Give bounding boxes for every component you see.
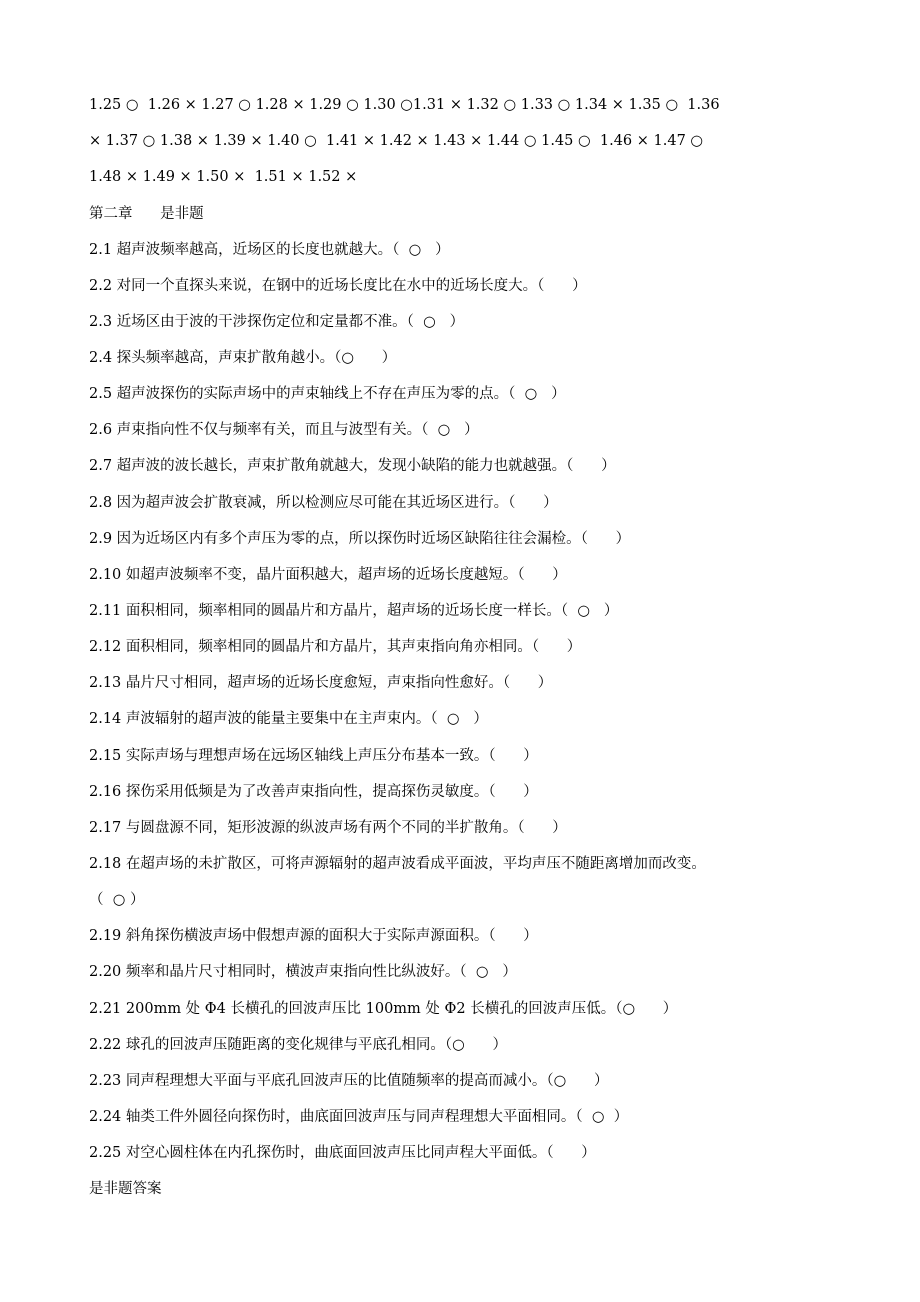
chapter-heading: 第二章 是非题 xyxy=(89,206,204,222)
answers-heading: 是非题答案 xyxy=(89,1181,162,1197)
question-2-7: 2.7 超声波的波长越长，声束扩散角就越大，发现小缺陷的能力也就越强。（ ） xyxy=(89,458,616,474)
answer-line-2: × 1.37 ○ 1.38 × 1.39 × 1.40 ○ 1.41 × 1.42 × 1.43 × 1.44 ○ 1.45 ○ 1.46 × 1.47 ○ xyxy=(89,133,704,149)
question-2-6: 2.6 声束指向性不仅与频率有关，而且与波型有关。（ ○ ） xyxy=(89,422,479,438)
question-2-4: 2.4 探头频率越高，声束扩散角越小。（○ ） xyxy=(89,350,397,366)
question-2-16: 2.16 探伤采用低频是为了改善声束指向性，提高探伤灵敏度。（ ） xyxy=(89,784,538,800)
answer-line-3: 1.48 × 1.49 × 1.50 × 1.51 × 1.52 × xyxy=(89,169,358,185)
question-2-15: 2.15 实际声场与理想声场在远场区轴线上声压分布基本一致。（ ） xyxy=(89,748,538,764)
question-2-24: 2.24 轴类工件外圆径向探伤时，曲底面回波声压与同声程理想大平面相同。（ ○ ） xyxy=(89,1109,629,1125)
question-2-20: 2.20 频率和晶片尺寸相同时，横波声束指向性比纵波好。（ ○ ） xyxy=(89,964,517,980)
question-2-23: 2.23 同声程理想大平面与平底孔回波声压的比值随频率的提高而减小。（○ ） xyxy=(89,1073,609,1089)
answer-line-1: 1.25 ○ 1.26 × 1.27 ○ 1.28 × 1.29 ○ 1.30 ○1.31 × 1.32 ○ 1.33 ○ 1.34 × 1.35 ○ 1.36 xyxy=(89,97,720,113)
question-2-12: 2.12 面积相同，频率相同的圆晶片和方晶片，其声束指向角亦相同。（ ） xyxy=(89,639,582,655)
question-2-9: 2.9 因为近场区内有多个声压为零的点，所以探伤时近场区缺陷往往会漏检。（ ） xyxy=(89,531,631,547)
question-2-14: 2.14 声波辐射的超声波的能量主要集中在主声束内。（ ○ ） xyxy=(89,711,488,727)
question-2-2: 2.2 对同一个直探头来说，在钢中的近场长度比在水中的近场长度大。（ ） xyxy=(89,278,587,294)
question-2-21: 2.21 200mm 处 Φ4 长横孔的回波声压比 100mm 处 Φ2 长横孔的回波声压低。（○ ） xyxy=(89,1001,678,1017)
question-2-25: 2.25 对空心圆柱体在内孔探伤时，曲底面回波声压比同声程大平面低。（ ） xyxy=(89,1145,596,1161)
question-2-18-answer: （ ○ ） xyxy=(89,892,145,908)
question-2-5: 2.5 超声波探伤的实际声场中的声束轴线上不存在声压为零的点。（ ○ ） xyxy=(89,386,566,402)
question-2-8: 2.8 因为超声波会扩散衰减，所以检测应尽可能在其近场区进行。（ ） xyxy=(89,495,558,511)
question-2-11: 2.11 面积相同，频率相同的圆晶片和方晶片，超声场的近场长度一样长。（ ○ ） xyxy=(89,603,619,619)
question-2-3: 2.3 近场区由于波的干涉探伤定位和定量都不准。（ ○ ） xyxy=(89,314,465,330)
question-2-18: 2.18 在超声场的未扩散区，可将声源辐射的超声波看成平面波，平均声压不随距离增加而改变。 xyxy=(89,856,706,872)
question-2-1: 2.1 超声波频率越高，近场区的长度也就越大。（ ○ ） xyxy=(89,242,450,258)
question-2-19: 2.19 斜角探伤横波声场中假想声源的面积大于实际声源面积。（ ） xyxy=(89,928,538,944)
question-2-17: 2.17 与圆盘源不同，矩形波源的纵波声场有两个不同的半扩散角。（ ） xyxy=(89,820,567,836)
question-2-13: 2.13 晶片尺寸相同，超声场的近场长度愈短，声束指向性愈好。（ ） xyxy=(89,675,553,691)
question-2-22: 2.22 球孔的回波声压随距离的变化规律与平底孔相同。（○ ） xyxy=(89,1037,507,1053)
question-2-10: 2.10 如超声波频率不变，晶片面积越大，超声场的近场长度越短。（ ） xyxy=(89,567,567,583)
